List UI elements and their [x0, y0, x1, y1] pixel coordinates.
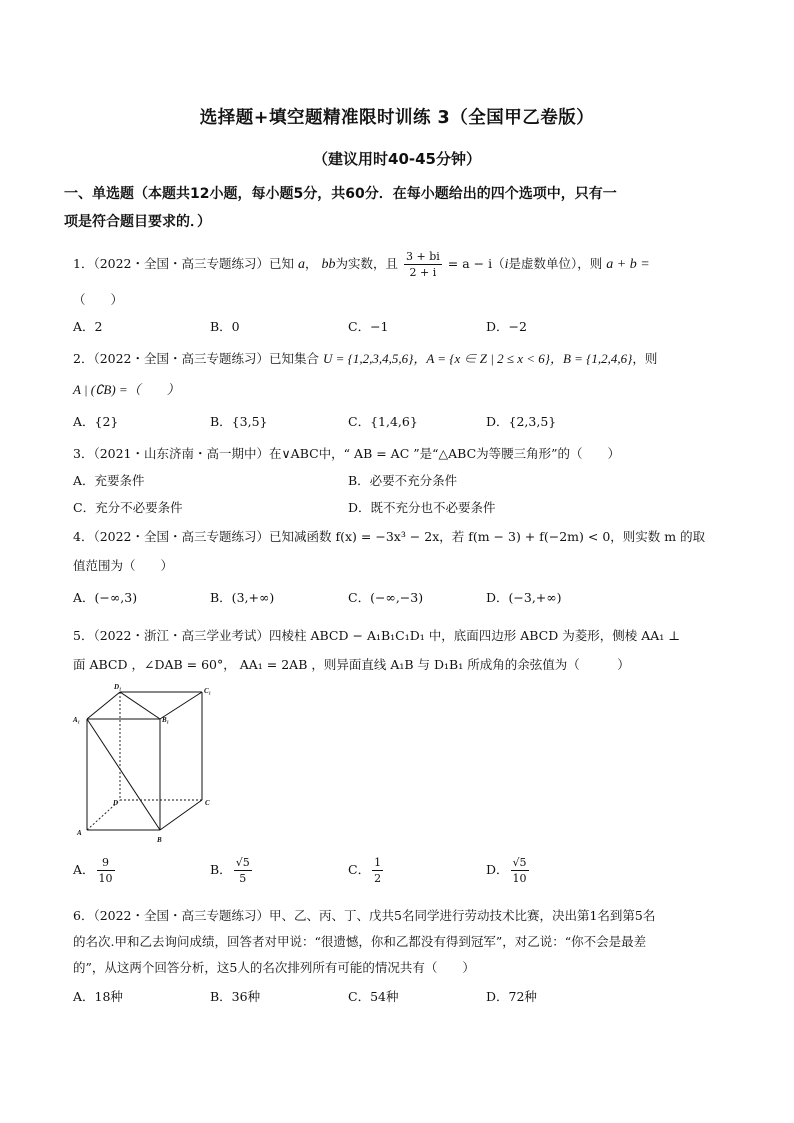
question-1-fraction: $\frac{3 + bi}{2 + i}$ — [406, 250, 440, 279]
prism-figure — [70, 682, 220, 847]
question-3-stem: 3．（2021・山东济南・高一期中）在∨ABC中，“ AB = AC ”是“△ABC为等腰三角形”的（ ） — [73, 446, 621, 461]
q3-option-a[interactable]: A．充要条件 — [73, 473, 145, 488]
section-heading-line2: 项是符合题目要求的．） — [64, 214, 211, 230]
label-D1: D₁ — [114, 683, 122, 691]
question-4-stem: 4．（2022・全国・高三专题练习）已知减函数 f(x) = −3x³ − 2x，若 f(m − 3) + f(−2m) < 0，则实数 m 的取 — [73, 529, 706, 544]
question-1-stem: 1．（2022・全国・高三专题练习）已知 a， bb为实数，且 $\frac{3 + bi}{2 + i}$ = a − i（i是虚数单位），则 a + b = — [73, 250, 650, 279]
q6-option-c[interactable]: C．54种 — [348, 989, 399, 1004]
label-B: B — [157, 836, 162, 844]
question-6-stem: 6．（2022・全国・高三专题练习）甲、乙、丙、丁、戊共5名同学进行劳动技术比赛，决出第1名到第5名 — [73, 908, 656, 923]
q4-option-b[interactable]: B．(3,+∞) — [210, 590, 275, 605]
q2-option-d[interactable]: D．{2,3,5} — [486, 414, 557, 429]
q4-option-c[interactable]: C．(−∞,−3) — [348, 590, 424, 605]
q1-option-d[interactable]: D．−2 — [486, 319, 527, 334]
question-1-paren: （ ） — [73, 292, 124, 307]
question-6-line3: 的”，从这两个回答分析，这5人的名次排列所有可能的情况共有（ ） — [73, 960, 475, 975]
q6-option-b[interactable]: B．36种 — [210, 989, 261, 1004]
section-heading-line1: 一、单选题（本题共12小题，每小题5分，共60分．在每小题给出的四个选项中，只有一 — [64, 186, 617, 202]
q1-option-a[interactable]: A．2 — [73, 319, 103, 334]
q1-option-b[interactable]: B．0 — [210, 319, 240, 334]
question-2-stem: 2．（2022・全国・高三专题练习）已知集合 U = {1,2,3,4,5,6}，A = {x ∈ Z | 2 ≤ x < 6}，B = {1,2,4,6}，则 — [73, 351, 658, 366]
q5-option-b[interactable]: B． $\frac{√5}{5}$ — [210, 856, 250, 885]
q4-option-d[interactable]: D．(−3,+∞) — [486, 590, 562, 605]
label-B1: B₁ — [162, 716, 170, 724]
q5-option-d[interactable]: D． $\frac{√5}{10}$ — [486, 856, 527, 885]
q2-option-a[interactable]: A．{2} — [73, 414, 119, 429]
label-D: D — [113, 799, 119, 807]
label-A: A — [77, 829, 82, 837]
question-6-line2: 的名次.甲和乙去询问成绩，回答者对甲说：“很遗憾，你和乙都没有得到冠军”，对乙说：“你不会是最差 — [73, 934, 647, 949]
q5-option-a[interactable]: A． $\frac{9}{10}$ — [73, 856, 113, 885]
q4-option-a[interactable]: A．(−∞,3) — [73, 590, 138, 605]
q2-option-b[interactable]: B．{3,5} — [210, 414, 268, 429]
question-5-stem: 5．（2022・浙江・高三学业考试）四棱柱 ABCD − A₁B₁C₁D₁ 中，底面四边形 ABCD 为菱形，侧棱 AA₁ ⊥ — [73, 628, 681, 643]
q5-option-c[interactable]: C． $\frac{1}{2}$ — [348, 856, 382, 885]
question-4-line2: 值范围为（ ） — [73, 558, 174, 573]
label-C1: C₁ — [204, 687, 212, 695]
q3-option-b[interactable]: B．必要不充分条件 — [348, 473, 458, 488]
q3-option-c[interactable]: C．充分不必要条件 — [73, 500, 183, 515]
question-2-line2: A | (∁B) =（ ） — [73, 382, 180, 397]
q2-option-c[interactable]: C．{1,4,6} — [348, 414, 418, 429]
page-subtitle: （建议用时40-45分钟） — [313, 150, 481, 168]
label-C: C — [205, 799, 210, 807]
question-5-line2: 面 ABCD ，∠DAB = 60°， AA₁ = 2AB ，则异面直线 A₁B 与 D₁B₁ 所成角的余弦值为（ ） — [73, 657, 630, 672]
label-A1: A₁ — [73, 716, 81, 724]
q6-option-d[interactable]: D．72种 — [486, 989, 537, 1004]
q3-option-d[interactable]: D．既不充分也不必要条件 — [348, 500, 496, 515]
q6-option-a[interactable]: A．18种 — [73, 989, 123, 1004]
page-title: 选择题+填空题精准限时训练 3（全国甲乙卷版） — [199, 108, 595, 128]
q1-option-c[interactable]: C．−1 — [348, 319, 389, 334]
